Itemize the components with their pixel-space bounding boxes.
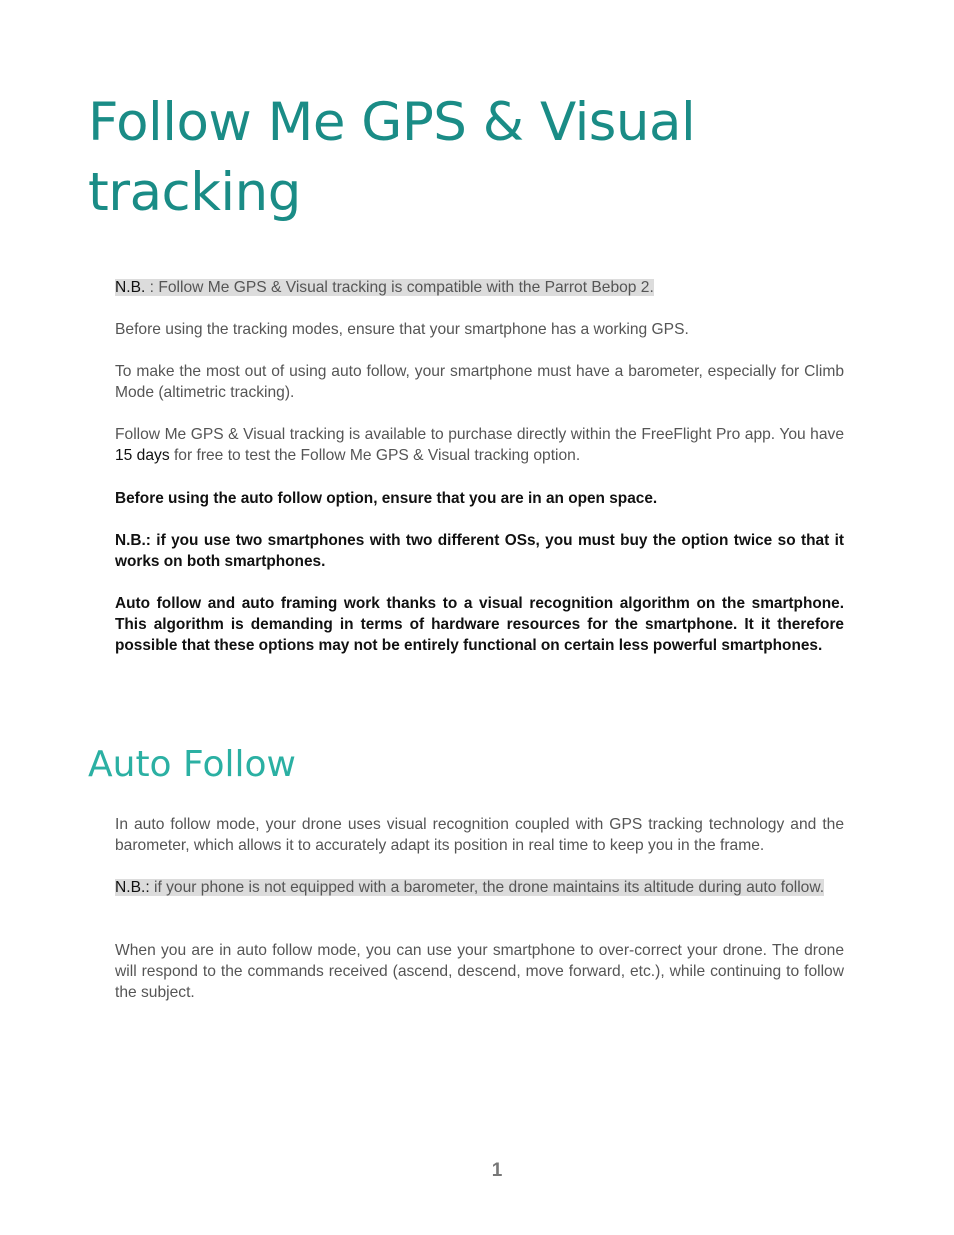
section-title-auto-follow: Auto Follow <box>88 744 296 785</box>
page-title: Follow Me GPS & Visual tracking <box>88 92 696 223</box>
auto-follow-paragraph: In auto follow mode, your drone uses visual recognition coupled with GPS tracking technology and the barometer, which allows it to accurately adapt its position in real time to keep you in the frame. <box>115 816 844 854</box>
compatibility-note-highlight <box>115 279 654 296</box>
open-space-warning: Before using the auto follow option, ensure that you are in an open space. <box>115 490 658 507</box>
hardware-warning: Auto follow and auto framing work thanks to a visual recognition algorithm on the smartphone. This algorithm is demanding in terms of hardware resources for the smartphone. It it therefore possible that these options may not be entirely functional on certain less powerful smartphones. <box>115 595 844 654</box>
nb-label: N.B.: <box>115 879 150 896</box>
nb-label: N.B. <box>115 279 146 296</box>
compatibility-note-text: : Follow Me GPS & Visual tracking is compatible with the Parrot Bebop 2. <box>145 279 654 296</box>
purchase-text-end: for free to test the Follow Me GPS & Visual tracking option. <box>169 447 581 464</box>
over-correct-paragraph: When you are in auto follow mode, you can use your smartphone to over-correct your drone. The drone will respond to the commands received (ascend, descend, move forward, etc.), while continuing to follow the subject. <box>115 942 844 1001</box>
barometer-note <box>115 877 844 898</box>
two-os-note: N.B.: if you use two smartphones with two different OSs, you must buy the option twice so that it works on both smartphones. <box>115 532 844 570</box>
trial-days: 15 days <box>115 447 170 464</box>
purchase-text-start: Follow Me GPS & Visual tracking is available to purchase directly within the FreeFlight Pro app. You have <box>115 426 844 443</box>
purchase-paragraph <box>115 424 844 466</box>
barometer-requirement-paragraph: To make the most out of using auto follow, your smartphone must have a barometer, especially for Climb Mode (altimetric tracking). <box>115 363 844 401</box>
barometer-note-highlight <box>115 879 824 896</box>
barometer-note-text: if your phone is not equipped with a barometer, the drone maintains its altitude during auto follow. <box>149 879 825 896</box>
compatibility-note <box>115 277 844 298</box>
page-number: 1 <box>491 1160 503 1181</box>
gps-requirement-paragraph: Before using the tracking modes, ensure that your smartphone has a working GPS. <box>115 321 689 338</box>
